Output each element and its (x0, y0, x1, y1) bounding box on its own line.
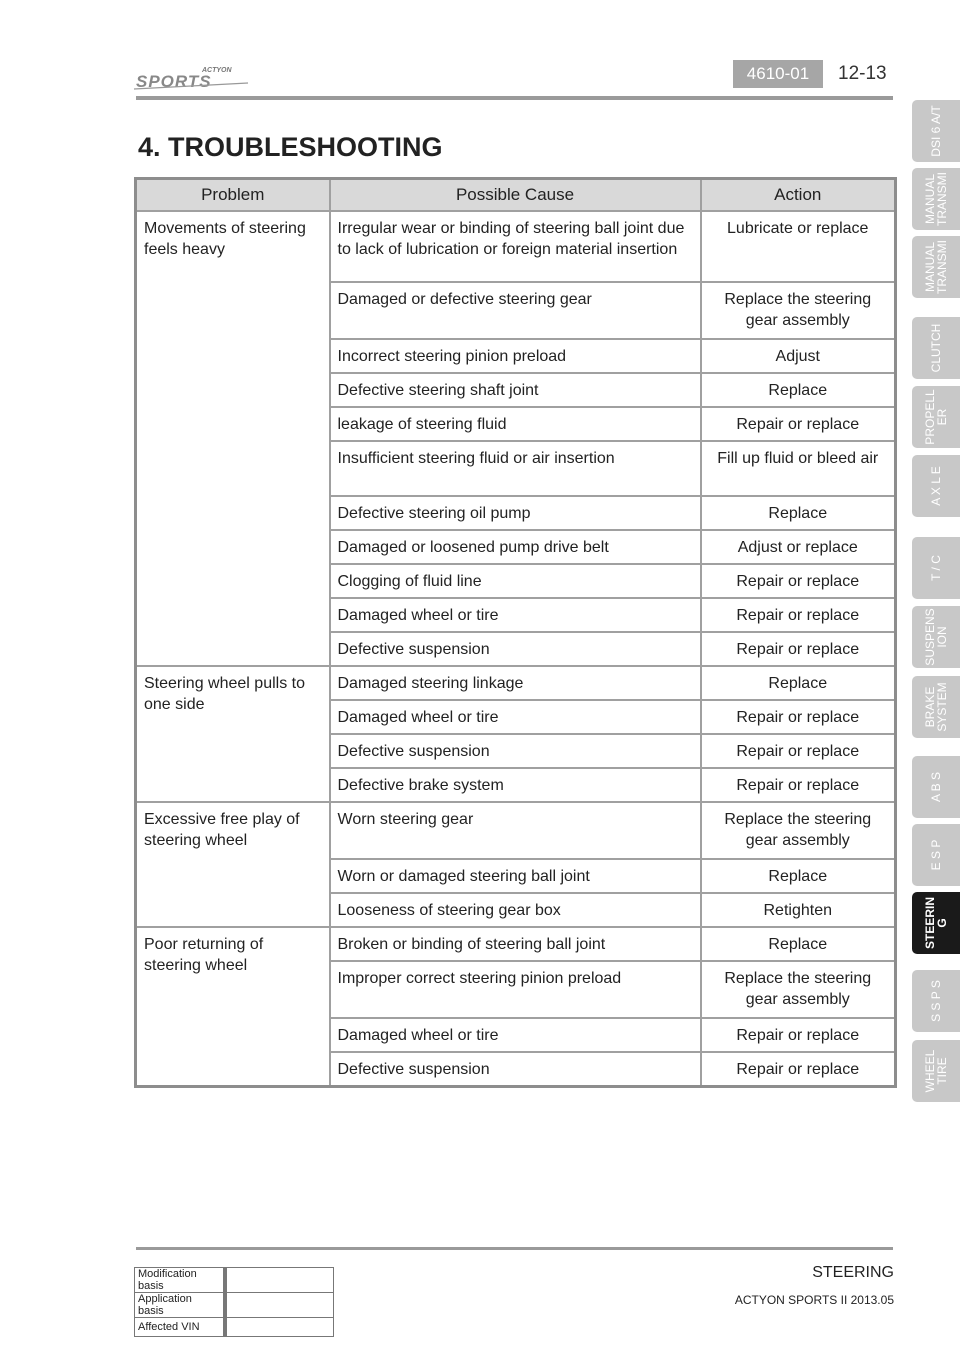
cause-cell: Damaged steering linkage (330, 666, 701, 700)
side-tab-ssps[interactable] (912, 970, 960, 1032)
affected-vin-label: Affected VIN (135, 1318, 226, 1337)
side-tab-label: STEERIN G (923, 897, 949, 950)
cause-cell: Defective brake system (330, 768, 701, 802)
svg-text:SPORTS: SPORTS (136, 72, 212, 91)
action-cell: Replace the steering gear assembly (701, 961, 896, 1018)
side-tab-esp[interactable] (912, 824, 960, 886)
action-cell: Repair or replace (701, 564, 896, 598)
problem-cell: Steering wheel pulls to one side (136, 666, 330, 802)
cause-cell: Worn steering gear (330, 802, 701, 859)
header-problem: Problem (136, 179, 330, 212)
side-tab-label: A B S (929, 771, 943, 803)
side-tab-label: MANUAL TRANSMI (923, 172, 949, 226)
page-number: 12-13 (838, 63, 887, 84)
section-title: 4. TROUBLESHOOTING (138, 132, 443, 162)
cause-cell: leakage of steering fluid (330, 407, 701, 441)
action-cell: Replace (701, 666, 896, 700)
table-header-row (136, 179, 896, 212)
cause-cell: Defective suspension (330, 1052, 701, 1086)
header-divider (136, 96, 893, 100)
cause-cell: Damaged wheel or tire (330, 598, 701, 632)
problem-cell: Movements of steering feels heavy (136, 211, 330, 666)
problem-cell: Poor returning of steering wheel (136, 927, 330, 1086)
side-tab-label: E S P (929, 839, 943, 871)
table-row (136, 802, 896, 859)
side-tab-steering[interactable] (912, 892, 960, 954)
cause-cell: Defective suspension (330, 734, 701, 768)
table-row (135, 1293, 334, 1318)
cause-cell: Damaged or loosened pump drive belt (330, 530, 701, 564)
cause-cell: Looseness of steering gear box (330, 893, 701, 927)
side-tab-manual-transmission-2[interactable] (912, 236, 960, 298)
cause-cell: Defective steering oil pump (330, 496, 701, 530)
problem-cell: Excessive free play of steering wheel (136, 802, 330, 927)
side-tab-label: MANUAL TRANSMI (923, 240, 949, 294)
footer-divider (136, 1247, 893, 1250)
footer-section-name: STEERING (812, 1264, 894, 1281)
table-row (135, 1318, 334, 1337)
action-cell: Lubricate or replace (701, 211, 896, 282)
side-tab-label: PROPELL ER (923, 389, 949, 445)
table-row (136, 927, 896, 961)
table-row (136, 666, 896, 700)
side-tab-transfer-case[interactable] (912, 537, 960, 599)
side-tab-label: A X L E (929, 466, 943, 506)
side-tab-propeller[interactable] (912, 386, 960, 448)
side-tab-label: S S P S (929, 980, 943, 1022)
cause-cell: Defective steering shaft joint (330, 373, 701, 407)
affected-vin-value (225, 1318, 334, 1337)
side-tab-label: BRAKE SYSTEM (923, 682, 949, 732)
side-tab-suspension[interactable] (912, 606, 960, 668)
cause-cell: Insufficient steering fluid or air insertion (330, 441, 701, 496)
side-tab-brake-system[interactable] (912, 676, 960, 738)
modification-basis-label: Modification basis (135, 1268, 226, 1293)
action-cell: Repair or replace (701, 1052, 896, 1086)
side-tab-label: SUSPENS ION (923, 608, 949, 666)
application-basis-label: Application basis (135, 1293, 226, 1318)
cause-cell: Broken or binding of steering ball joint (330, 927, 701, 961)
cause-cell: Damaged or defective steering gear (330, 282, 701, 339)
action-cell: Replace (701, 927, 896, 961)
action-cell: Replace the steering gear assembly (701, 282, 896, 339)
action-cell: Replace (701, 373, 896, 407)
cause-cell: Clogging of fluid line (330, 564, 701, 598)
footer-model-date: ACTYON SPORTS II 2013.05 (734, 1293, 894, 1307)
troubleshooting-table (134, 177, 897, 1088)
action-cell: Repair or replace (701, 1018, 896, 1052)
cause-cell: Worn or damaged steering ball joint (330, 859, 701, 893)
side-tab-label: CLUTCH (929, 323, 943, 373)
side-tab-manual-transmission-1[interactable] (912, 168, 960, 230)
cause-cell: Improper correct steering pinion preload (330, 961, 701, 1018)
side-tab-axle[interactable] (912, 455, 960, 517)
modification-table (134, 1267, 334, 1337)
header-action: Action (701, 179, 896, 212)
side-tab-label: DSI 6 A/T (929, 105, 943, 157)
action-cell: Fill up fluid or bleed air (701, 441, 896, 496)
cause-cell: Irregular wear or binding of steering ball joint due to lack of lubrication or foreign material insertion (330, 211, 701, 282)
action-cell: Adjust or replace (701, 530, 896, 564)
action-cell: Replace (701, 496, 896, 530)
side-tab-dsi-6-at[interactable] (912, 100, 960, 162)
actyon-sports-logo (132, 62, 250, 92)
svg-text:ACTYON: ACTYON (202, 67, 232, 74)
action-cell: Repair or replace (701, 700, 896, 734)
action-cell: Retighten (701, 893, 896, 927)
action-cell: Repair or replace (701, 734, 896, 768)
action-cell: Repair or replace (701, 632, 896, 666)
side-tab-label: T / C (929, 555, 943, 581)
side-tab-clutch[interactable] (912, 317, 960, 379)
action-cell: Repair or replace (701, 407, 896, 441)
side-tab-label: WHEEL TIRE (923, 1049, 949, 1093)
cause-cell: Damaged wheel or tire (330, 700, 701, 734)
cause-cell: Damaged wheel or tire (330, 1018, 701, 1052)
doc-code-badge: 4610-01 (733, 60, 823, 88)
side-tab-wheel-tire[interactable] (912, 1040, 960, 1102)
action-cell: Adjust (701, 339, 896, 373)
action-cell: Replace the steering gear assembly (701, 802, 896, 859)
cause-cell: Defective suspension (330, 632, 701, 666)
application-basis-value (225, 1293, 334, 1318)
modification-basis-value (225, 1268, 334, 1293)
action-cell: Repair or replace (701, 598, 896, 632)
table-row (136, 211, 896, 282)
side-tab-abs[interactable] (912, 756, 960, 818)
cause-cell: Incorrect steering pinion preload (330, 339, 701, 373)
action-cell: Replace (701, 859, 896, 893)
header-possible-cause: Possible Cause (330, 179, 701, 212)
action-cell: Repair or replace (701, 768, 896, 802)
table-row (135, 1268, 334, 1293)
